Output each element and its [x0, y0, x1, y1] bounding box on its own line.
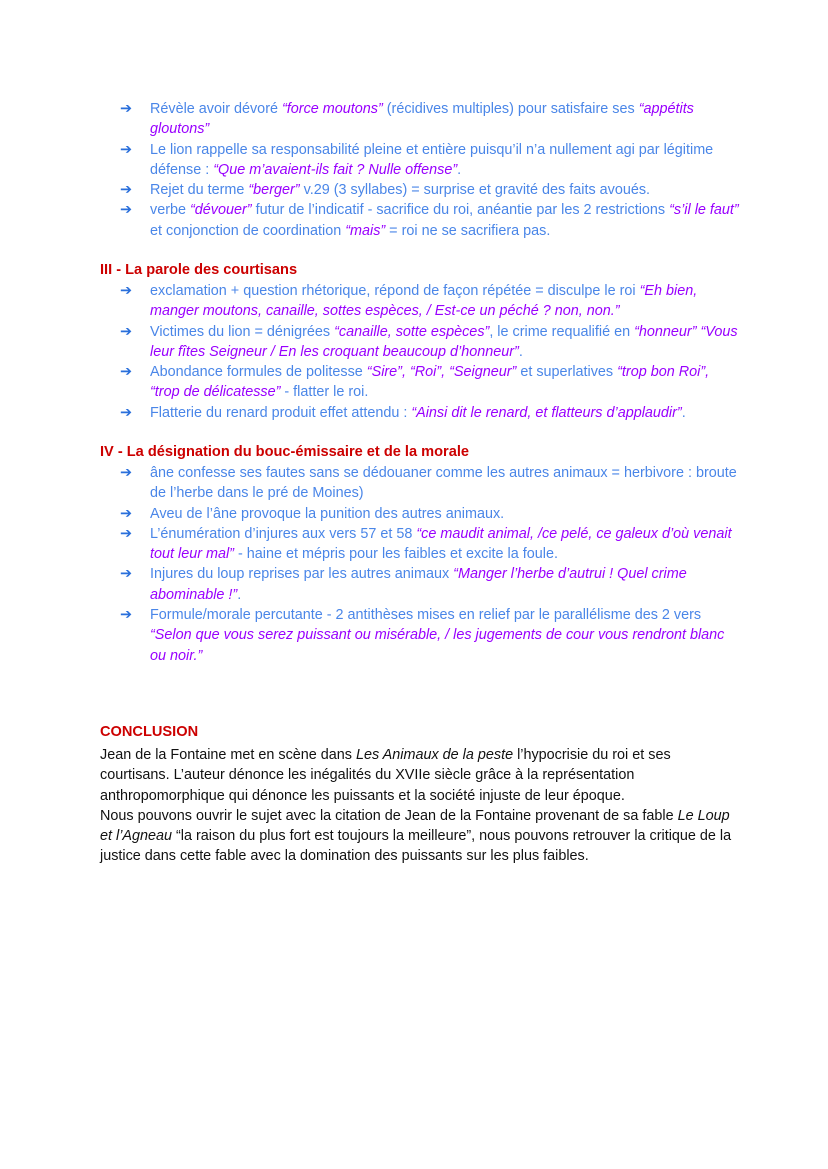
- bullet-text: Révèle avoir dévoré: [150, 101, 282, 117]
- quotation: “Que m’avaient-ils fait ? Nulle offense”: [213, 161, 458, 178]
- bullet-text: Le lion rappelle sa responsabilité pleine et entière puisqu’il n’a nullement agi par légitime défense :: [150, 141, 714, 178]
- arrow-bullet-icon: ➔: [120, 607, 133, 624]
- bullet-item: [120, 281, 740, 322]
- bullet-text: .: [457, 161, 462, 178]
- quotation: “Eh bien, manger moutons, canaille, sottes espèces, / Est-ce un péché ? non, non.”: [150, 283, 698, 320]
- bullet-item: [120, 504, 740, 524]
- bullet-text: Injures du loup reprises par les autres animaux: [150, 566, 454, 583]
- quotation: “honneur” “Vous leur fîtes Seigneur / En les croquant beaucoup d’honneur”: [150, 323, 738, 360]
- arrow-bullet-icon: ➔: [120, 404, 133, 421]
- arrow-bullet-icon: ➔: [120, 364, 133, 381]
- bullet-text: Flatterie du renard produit effet attendu :: [150, 404, 412, 421]
- bullet-text: et superlatives: [516, 364, 618, 381]
- arrow-bullet-icon: ➔: [120, 465, 133, 481]
- bullet-text: - flatter le roi.: [280, 384, 369, 401]
- bullet-text: .: [518, 343, 523, 360]
- arrow-bullet-icon: ➔: [120, 283, 133, 299]
- bullet-text: verbe: [150, 202, 190, 219]
- bullet-text: Abondance formules de politesse: [150, 364, 367, 381]
- bullet-text: - haine et mépris pour les faibles et excite la foule.: [233, 546, 558, 563]
- arrow-bullet-icon: ➔: [120, 323, 133, 340]
- quotation: “Selon que vous serez puissant ou misérable, / les jugements de cour vous rendront blanc ou noir.”: [150, 627, 725, 664]
- quotation: “trop bon Roi”, “trop de délicatesse”: [150, 364, 710, 401]
- conclusion-text: Jean de la Fontaine met en scène dans: [100, 747, 357, 763]
- bullet-text: âne confesse ses fautes sans se dédouaner comme les autres animaux = herbivore : broute de l’herbe dans le pré de Moines): [150, 465, 737, 502]
- arrow-bullet-icon: ➔: [120, 141, 133, 158]
- bullet-text: v.29 (3 syllabes) = surprise et gravité des faits avoués.: [299, 182, 651, 199]
- bullet-text: , le crime requalifié en: [489, 323, 635, 340]
- quotation: “mais”: [345, 222, 386, 239]
- bullet-text: Victimes du lion = dénigrées: [150, 323, 335, 340]
- quotation: “s’il le faut”: [669, 202, 739, 219]
- quotation: “ce maudit animal, /ce pelé, ce galeux d’où venait tout leur mal”: [150, 525, 732, 563]
- quotation: “dévouer”: [190, 202, 252, 219]
- bullet-text: Aveu de l’âne provoque la punition des autres animaux.: [150, 505, 505, 522]
- quotation: “Manger l’herbe d’autrui ! Quel crime abominable !”: [150, 566, 687, 603]
- bullet-item: [120, 605, 740, 666]
- conclusion-text: l’hypocrisie du roi et ses courtisans. L’auteur dénonce les inégalités du XVIIe siècle grâce à la représentation anthropomorphique qui dénonce les puissants et la société injuste de leur époque.: [100, 747, 671, 804]
- arrow-bullet-icon: ➔: [120, 566, 133, 583]
- quotation: “canaille, sotte espèces”: [334, 323, 490, 340]
- bullet-text: L’énumération d’injures aux vers 57 et 58: [150, 525, 417, 542]
- bullet-text: futur de l’indicatif - sacrifice du roi, anéantie par les 2 restrictions: [251, 202, 670, 219]
- bullet-item: [120, 140, 740, 181]
- bullet-text: Rejet du terme: [150, 182, 249, 199]
- quotation: “force moutons”: [281, 101, 383, 117]
- quotation: “berger”: [248, 182, 300, 199]
- section3-heading: III - La parole des courtisans: [100, 262, 298, 278]
- conclusion-text: “la raison du plus fort est toujours la meilleure”, nous pouvons retrouver la critique de la justice dans cette fable avec la domination des puissants sur les plus faibles.: [100, 828, 732, 865]
- bullet-text: .: [237, 586, 242, 603]
- quotation: “Ainsi dit le renard, et flatteurs d’applaudir”: [411, 404, 682, 421]
- conclusion-text: Nous pouvons ouvrir le sujet avec la citation de Jean de la Fontaine provenant de sa fable: [100, 807, 678, 824]
- bullet-item: [120, 99, 740, 140]
- bullet-text: exclamation + question rhétorique, répond de façon répétée = disculpe le roi: [150, 283, 640, 299]
- arrow-bullet-icon: ➔: [120, 525, 133, 542]
- bullet-item: [120, 200, 740, 241]
- fable-title: Les Animaux de la peste: [356, 747, 514, 763]
- bullet-text: et conjonction de coordination: [150, 222, 346, 239]
- bullet-item: [120, 463, 740, 504]
- arrow-bullet-icon: ➔: [120, 202, 133, 219]
- section2-list: [120, 99, 740, 241]
- section4-heading: IV - La désignation du bouc-émissaire et de la morale: [100, 444, 469, 460]
- arrow-bullet-icon: ➔: [120, 182, 133, 199]
- section3-list: [120, 281, 740, 423]
- bullet-item: [120, 403, 740, 423]
- fable-title: Le Loup et l’Agneau: [100, 807, 730, 845]
- conclusion-paragraph-1: [100, 745, 740, 806]
- conclusion-paragraph-2: [100, 806, 740, 867]
- bullet-text: (récidives multiples) pour satisfaire ses: [382, 101, 639, 117]
- quotation: “appétits gloutons”: [150, 101, 694, 138]
- bullet-item: [120, 322, 740, 363]
- bullet-item: [120, 564, 740, 605]
- bullet-item: [120, 524, 740, 565]
- bullet-item: [120, 362, 740, 403]
- bullet-text: Formule/morale percutante - 2 antithèses mises en relief par le parallélisme des 2 vers: [150, 607, 702, 624]
- conclusion-body: [100, 745, 740, 867]
- section4-list: [120, 463, 740, 666]
- quotation: “Sire”, “Roi”, “Seigneur”: [366, 364, 517, 381]
- bullet-item: [120, 180, 740, 200]
- arrow-bullet-icon: ➔: [120, 505, 133, 522]
- bullet-text: .: [681, 404, 686, 421]
- conclusion-heading: CONCLUSION: [100, 724, 199, 740]
- bullet-text: = roi ne se sacrifiera pas.: [385, 222, 551, 239]
- arrow-bullet-icon: ➔: [120, 101, 133, 117]
